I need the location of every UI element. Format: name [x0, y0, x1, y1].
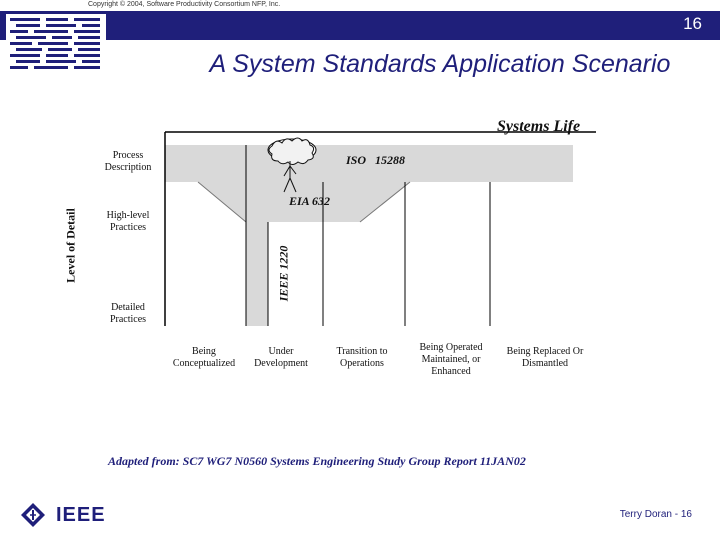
footer-page-label: Terry Doran - 16	[619, 509, 692, 520]
detail-level-process: Process Description	[104, 150, 152, 173]
standard-ieee: IEEE 1220	[276, 245, 291, 302]
copyright-notice: Copyright © 2004, Software Productivity Consortium NFP, Inc.	[88, 1, 281, 8]
standard-eia: EIA 632	[289, 194, 331, 208]
life-stage: Being Operated Maintained, or Enhanced	[419, 342, 483, 377]
detail-level-detailed: Detailed Practices	[109, 302, 147, 325]
axis-level-of-detail: Level of Detail	[63, 208, 78, 283]
axis-systems-life: Systems Life	[497, 118, 581, 135]
life-stage: Being Conceptualized	[172, 346, 236, 369]
ieee-brand	[20, 502, 106, 528]
detail-level-high: High-level Practices	[106, 210, 150, 233]
ieee-diamond-icon	[20, 502, 46, 528]
life-stage: Transition to Operations	[336, 346, 388, 369]
ieee-1220-strip	[246, 222, 268, 326]
life-stage: Being Replaced Or Dismantled	[506, 346, 584, 369]
slide-number: 16	[683, 14, 702, 33]
ieee-wordmark: IEEE	[56, 503, 106, 526]
slide-title: A System Standards Application Scenario	[209, 50, 671, 78]
standard-iso: ISO 15288	[346, 153, 406, 167]
life-stage: Under Development	[254, 346, 308, 369]
adapted-from-note: Adapted from: SC7 WG7 N0560 Systems Engineering Study Group Report 11JAN02	[108, 454, 526, 468]
